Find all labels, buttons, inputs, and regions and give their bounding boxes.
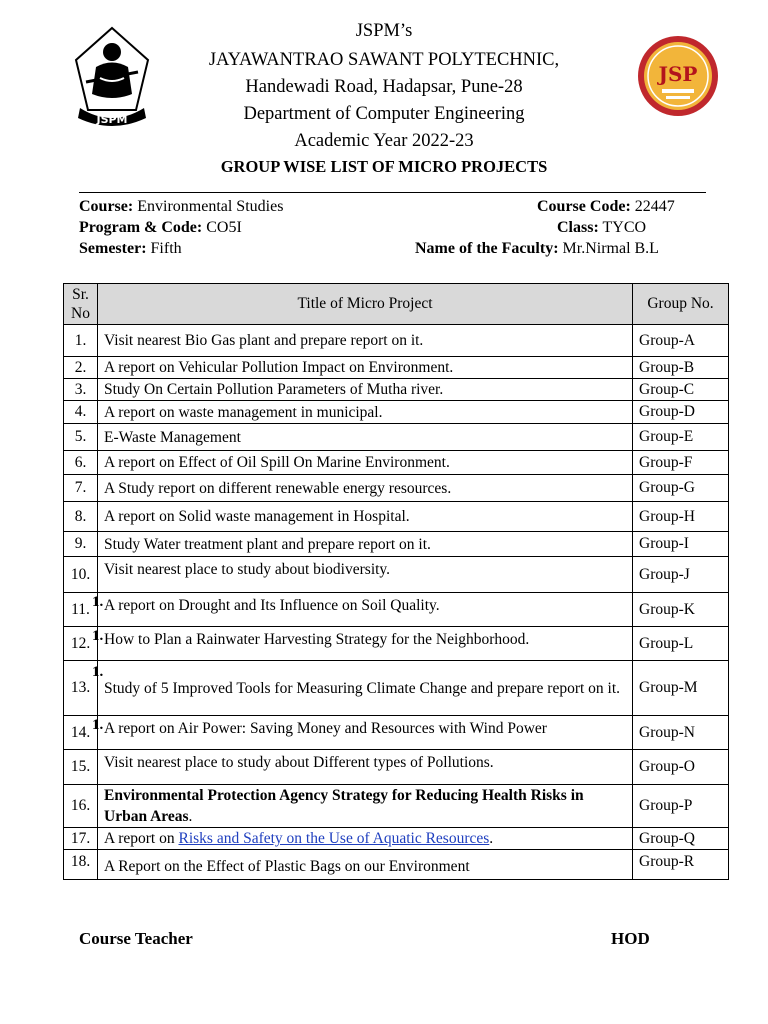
faculty-label: Name of the Faculty: xyxy=(415,240,559,257)
row-title: A Study report on different renewable energy resources. xyxy=(98,475,633,502)
header-rule xyxy=(79,192,706,193)
course-label: Course: xyxy=(79,198,134,215)
row-group: Group-Q xyxy=(633,828,729,850)
row-sr-text: 14. xyxy=(70,723,91,741)
row-group: Group-J xyxy=(633,557,729,593)
course-code-label: Course Code: xyxy=(537,198,631,215)
header-jspm: JSPM’s xyxy=(355,21,413,41)
header-sr-b: No xyxy=(71,305,90,322)
row-title: Visit nearest Bio Gas plant and prepare report on it. xyxy=(98,325,633,357)
row-title: E-Waste Management xyxy=(98,424,633,451)
row-title xyxy=(98,828,633,850)
document-title: GROUP WISE LIST OF MICRO PROJECTS xyxy=(220,157,548,176)
row-sr: 10. xyxy=(64,557,98,593)
row-group: Group-K xyxy=(633,593,729,627)
row-sr xyxy=(64,627,104,661)
row-sr: 4. xyxy=(64,401,98,424)
course-info xyxy=(79,198,283,216)
class-label: Class: xyxy=(557,219,599,236)
table-row xyxy=(64,357,729,379)
row-title-suffix: . xyxy=(188,808,193,825)
table-row xyxy=(64,785,729,828)
row-sr: 1. xyxy=(64,325,98,357)
row-sr: 15. xyxy=(64,750,98,785)
row-sr: 7. xyxy=(64,475,98,502)
table-row xyxy=(64,716,729,750)
table-row xyxy=(64,424,729,451)
row-sr: 17. xyxy=(64,828,98,850)
header-sr-a: Sr. xyxy=(72,286,89,303)
row-group: Group-P xyxy=(633,785,729,828)
jspm-logo-left-text: JSPM xyxy=(96,113,128,126)
program-info xyxy=(79,219,242,237)
row-group: Group-N xyxy=(633,716,729,750)
row-title: Study Water treatment plant and prepare report on it. xyxy=(98,532,633,557)
row-group: Group-L xyxy=(633,627,729,661)
table-row xyxy=(64,401,729,424)
row-title-bold: Environmental Protection Agency Strategy for Reducing Health Risks in Urban Areas xyxy=(104,787,584,825)
row-title xyxy=(98,785,633,828)
faculty-info xyxy=(415,240,659,258)
header-title: Title of Micro Project xyxy=(98,284,633,325)
header-institute: JAYAWANTRAO SAWANT POLYTECHNIC, xyxy=(208,50,560,70)
row-sr xyxy=(64,661,104,716)
row-sr-text: 12. xyxy=(70,634,91,652)
table-row xyxy=(64,557,729,593)
row-group: Group-M xyxy=(633,661,729,716)
class-value: TYCO xyxy=(598,219,647,236)
semester-info xyxy=(79,240,182,258)
table-row xyxy=(64,502,729,532)
row-group: Group-D xyxy=(633,401,729,424)
row-title: Visit nearest place to study about Different types of Pollutions. xyxy=(98,750,633,785)
stray-number-mark: 1. xyxy=(92,594,104,610)
row-group: Group-I xyxy=(633,532,729,557)
row-group: Group-F xyxy=(633,451,729,475)
row-title: A report on Air Power: Saving Money and Resources with Wind Power xyxy=(98,716,633,750)
table-header-row xyxy=(64,284,729,325)
row-title: A report on Effect of Oil Spill On Marine Environment. xyxy=(98,451,633,475)
class-info xyxy=(557,219,646,237)
stray-number-mark: 1. xyxy=(92,664,104,680)
course-teacher-label: Course Teacher xyxy=(79,929,193,948)
faculty-value: Mr.Nirmal B.L xyxy=(558,240,659,257)
row-sr: 5. xyxy=(64,424,98,451)
row-sr-text: 11. xyxy=(71,600,90,618)
table-row xyxy=(64,593,729,627)
course-code-info xyxy=(537,198,675,216)
row-group: Group-E xyxy=(633,424,729,451)
row-title: A report on Vehicular Pollution Impact on Environment. xyxy=(98,357,633,379)
header-address: Handewadi Road, Hadapsar, Pune-28 xyxy=(245,77,523,97)
semester-value: Fifth xyxy=(146,240,182,257)
row-sr: 18. xyxy=(64,850,98,880)
row-group: Group-R xyxy=(633,850,729,880)
program-value: CO5I xyxy=(202,219,242,236)
row-title: Visit nearest place to study about biodiversity. xyxy=(98,557,633,593)
header-sr-no xyxy=(64,284,98,325)
row-sr: 8. xyxy=(64,502,98,532)
row-title: How to Plan a Rainwater Harvesting Strategy for the Neighborhood. xyxy=(98,627,633,661)
row-title: Study of 5 Improved Tools for Measuring Climate Change and prepare report on it. xyxy=(98,661,633,716)
semester-label: Semester: xyxy=(79,240,147,257)
micro-project-table xyxy=(63,283,729,880)
hod-label: HOD xyxy=(611,929,650,948)
table-row xyxy=(64,850,729,880)
row-sr-text: 13. xyxy=(70,679,91,696)
stray-number-mark: 1. xyxy=(92,628,104,644)
table-row xyxy=(64,750,729,785)
row-sr: 2. xyxy=(64,357,98,379)
row-title-prefix: A report on xyxy=(104,830,179,847)
program-label: Program & Code: xyxy=(79,219,203,236)
row-title: A report on Solid waste management in Hospital. xyxy=(98,502,633,532)
row-title: A report on waste management in municipal. xyxy=(98,401,633,424)
row-sr xyxy=(64,593,104,627)
table-row xyxy=(64,661,729,716)
table-row xyxy=(64,475,729,502)
row-group: Group-A xyxy=(633,325,729,357)
table-row xyxy=(64,627,729,661)
row-group: Group-H xyxy=(633,502,729,532)
table-row xyxy=(64,451,729,475)
jsp-logo-right-text: JSP xyxy=(658,62,698,86)
row-title-suffix: . xyxy=(489,830,494,847)
header-department: Department of Computer Engineering xyxy=(243,104,525,124)
row-sr: 3. xyxy=(64,379,98,401)
stray-number-mark: 1. xyxy=(92,717,104,733)
header-academic-year: Academic Year 2022-23 xyxy=(294,131,474,151)
course-value: Environmental Studies xyxy=(133,198,284,215)
row-group: Group-C xyxy=(633,379,729,401)
table-row xyxy=(64,379,729,401)
course-code-value: 22447 xyxy=(630,198,675,215)
aquatic-resources-link[interactable]: Risks and Safety on the Use of Aquatic Resources xyxy=(178,830,490,847)
row-group: Group-O xyxy=(633,750,729,785)
row-group: Group-B xyxy=(633,357,729,379)
header-group: Group No. xyxy=(633,284,729,325)
row-sr xyxy=(64,716,104,750)
row-sr: 9. xyxy=(64,532,98,557)
row-title: A report on Drought and Its Influence on Soil Quality. xyxy=(98,593,633,627)
row-sr: 16. xyxy=(64,785,98,828)
row-sr: 6. xyxy=(64,451,98,475)
table-row xyxy=(64,828,729,850)
table-row xyxy=(64,325,729,357)
row-title: Study On Certain Pollution Parameters of Mutha river. xyxy=(98,379,633,401)
row-title: A Report on the Effect of Plastic Bags on our Environment xyxy=(98,850,633,880)
row-group: Group-G xyxy=(633,475,729,502)
table-row xyxy=(64,532,729,557)
